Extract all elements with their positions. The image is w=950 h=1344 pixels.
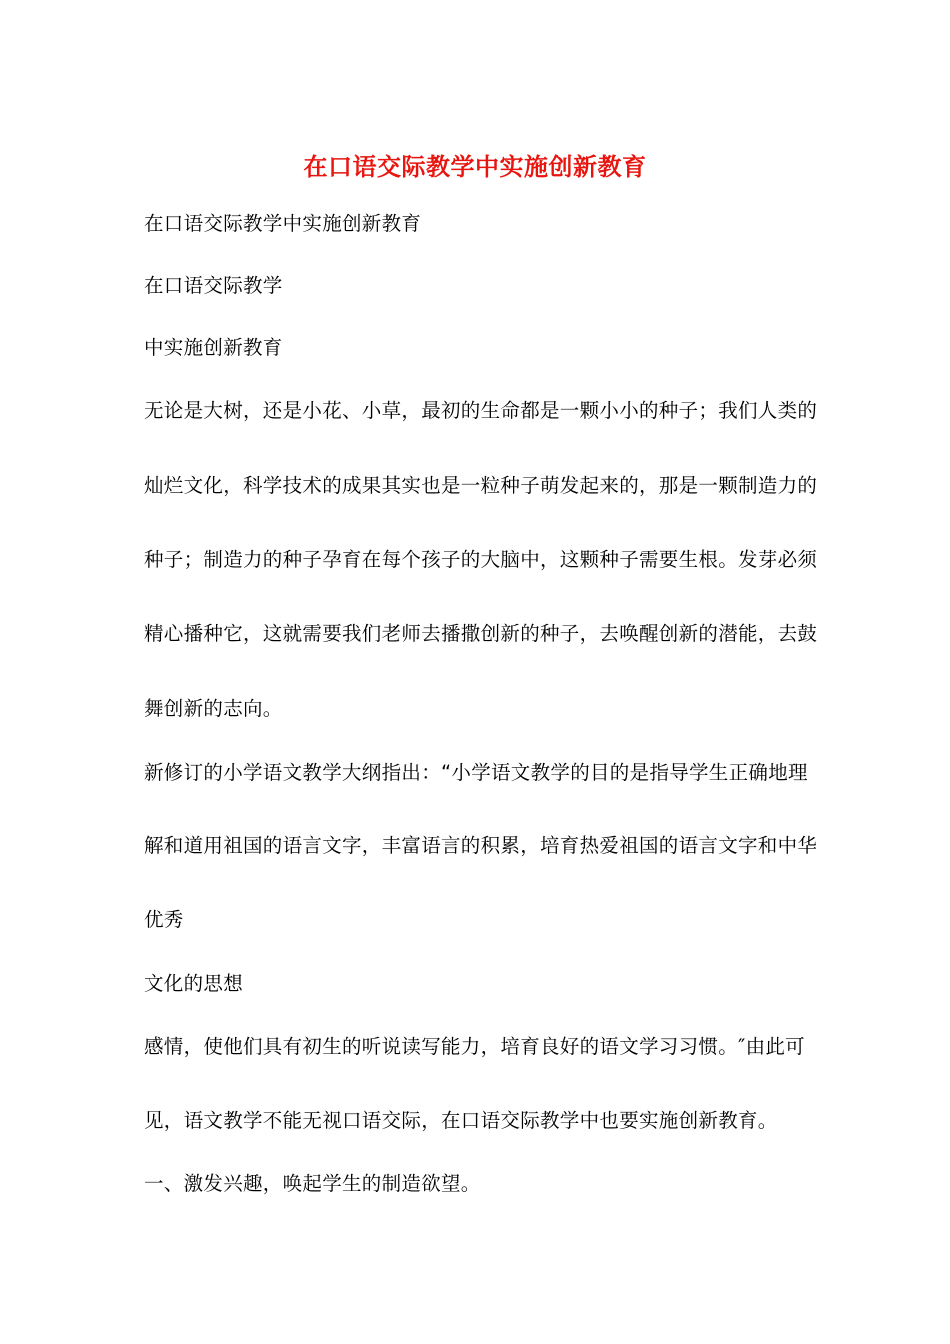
paragraph-2-line-1: 新修订的小学语文教学大纲指出：“小学语文教学的目的是指导学生正确地理 bbox=[144, 761, 808, 784]
paragraph-1-line-2: 灿烂文化，科学技术的成果其实也是一粒种子萌发起来的，那是一颗制造力的 bbox=[144, 474, 818, 497]
section-heading-1: 一、激发兴趣，唤起学生的制造欲望。 bbox=[144, 1172, 481, 1195]
paragraph-2-line-5: 感情，使他们具有初生的听说读写能力，培育良好的语文学习习惯。″由此可 bbox=[144, 1035, 805, 1058]
subtitle-line: 在口语交际教学中实施创新教育 bbox=[144, 212, 422, 235]
paragraph-2-line-6: 见，语文教学不能无视口语交际，在口语交际教学中也要实施创新教育。 bbox=[144, 1109, 778, 1132]
paragraph-1-line-4: 精心播种它，这就需要我们老师去播撒创新的种子，去唤醒创新的潜能，去鼓 bbox=[144, 622, 818, 645]
document-title: 在口语交际教学中实施创新教育 bbox=[303, 153, 647, 181]
paragraph-2-line-3: 优秀 bbox=[144, 908, 184, 931]
paragraph-2-line-4: 文化的思想 bbox=[144, 972, 244, 995]
paragraph-1-line-5: 舞创新的志向。 bbox=[144, 697, 283, 720]
paragraph-1-line-3: 种子；制造力的种子孕育在每个孩子的大脑中，这颗种子需要生根。发芽必须 bbox=[144, 548, 818, 571]
heading-line-1: 在口语交际教学 bbox=[144, 274, 283, 297]
paragraph-1-line-1: 无论是大树，还是小花、小草，最初的生命都是一颗小小的种子；我们人类的 bbox=[144, 399, 818, 422]
heading-line-2: 中实施创新教育 bbox=[144, 336, 283, 359]
paragraph-2-line-2: 解和道用祖国的语言文字，丰富语言的积累，培育热爱祖国的语言文字和中华 bbox=[144, 834, 818, 857]
